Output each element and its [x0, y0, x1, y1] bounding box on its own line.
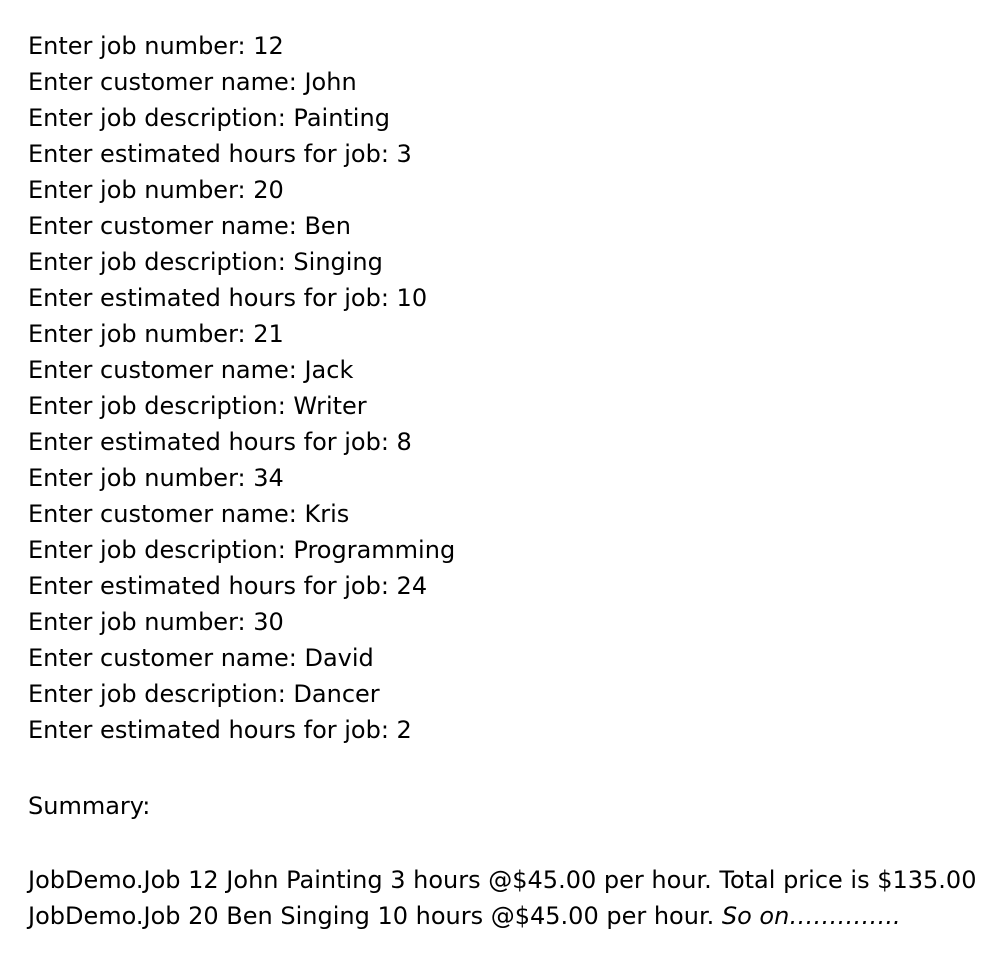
prompt-line: Enter customer name: Ben	[28, 212, 351, 240]
prompt-line: Enter job description: Writer	[28, 392, 367, 420]
prompt-line: Enter estimated hours for job: 8	[28, 428, 412, 456]
console-prompt-lines	[28, 28, 455, 748]
prompt-line: Enter customer name: Kris	[28, 500, 350, 528]
prompt-line: Enter estimated hours for job: 2	[28, 716, 412, 744]
prompt-line: Enter job number: 12	[28, 32, 284, 60]
prompt-line: Enter estimated hours for job: 24	[28, 572, 428, 600]
prompt-line: Enter job number: 30	[28, 608, 284, 636]
summary-label: Summary:	[28, 792, 151, 820]
summary-lines	[28, 862, 976, 934]
prompt-line: Enter customer name: David	[28, 644, 374, 672]
summary-line-2	[28, 898, 976, 934]
prompt-line: Enter job description: Painting	[28, 104, 390, 132]
prompt-line: Enter job number: 34	[28, 464, 284, 492]
summary-line-2-text: JobDemo.Job 20 Ben Singing 10 hours @$45.00 per hour.	[28, 902, 715, 930]
summary-line-1: JobDemo.Job 12 John Painting 3 hours @$45.00 per hour. Total price is $135.00	[28, 866, 977, 894]
prompt-line: Enter job description: Programming	[28, 536, 456, 564]
prompt-line: Enter job number: 21	[28, 320, 284, 348]
prompt-line: Enter job description: Dancer	[28, 680, 380, 708]
summary-line-2-continuation: So on…………..	[714, 902, 901, 930]
prompt-line: Enter job description: Singing	[28, 248, 383, 276]
prompt-line: Enter estimated hours for job: 10	[28, 284, 428, 312]
prompt-line: Enter estimated hours for job: 3	[28, 140, 412, 168]
prompt-line: Enter customer name: John	[28, 68, 357, 96]
prompt-line: Enter job number: 20	[28, 176, 284, 204]
prompt-line: Enter customer name: Jack	[28, 356, 354, 384]
